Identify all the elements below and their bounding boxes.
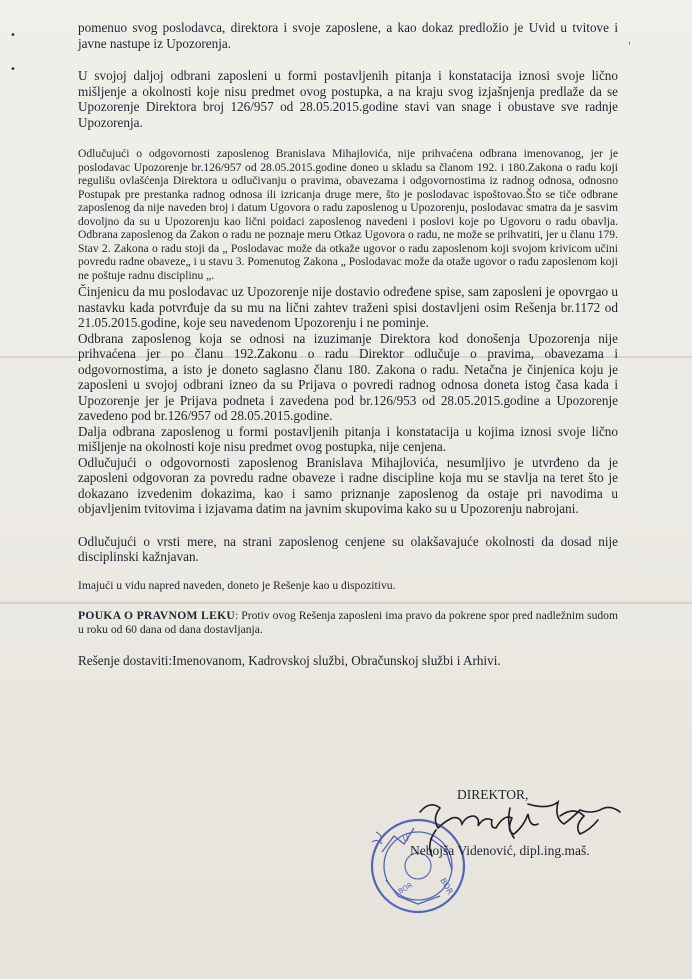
paragraph-further-defense: Dalja odbrana zaposlenog u formi postavljenih pitanja i konstatacija u kojima iznosi svoje lično mišljenje na okolnosti koje nisu predmet ovog postupka, nije cenjena. — [78, 423, 618, 454]
margin-mark: ˌ — [628, 35, 631, 46]
document-body — [78, 20, 618, 669]
legal-remedy-text: : Protiv ovog Rešenja zaposleni ima pravo da pokrene spor pred nadležnim sudom u roku od 60 dana od dana dostavljanja. — [78, 609, 618, 636]
paragraph-decision-responsibility: Odlučujući o odgovornosti zaposlenog Branislava Mihajlovića, nije prihvaćena odbrana imenovanog, jer je poslodavac Upozorenje br.126/957 od 28.05.2015.godine doneo u skladu sa članom 192. i 180.Zakona o radu koji regulišu ovlašćenja Direktora u odlučivanju o pravima, obavezama i odgovornostima iz radnog odnosa, odnosno Postupak pre prestanka radnog odnosa ili izricanja druge mere, što je poslodavac ispoštovao.Što se tiče odbrane zaposlenog da nije naveden broj i datum Ugovora o radu zaposlenog u Upozorenju, poslodavac smatra da je sasvim dovoljno da su u Upozorenju kao lični poidaci zaposlenog navedeni i poslovi koje po Ugovoru o radu obavlja. Odbrana zaposlenog da Zakon o radu ne poznaje meru Otkaz Ugovora o radu, ne može se prihvatiti, jer u članu 179. Stav 2. Zakona o radu stoji da „ Poslodavac može da otkaže ugovor o radu zaposlenom koji svojom krivicom učini povredu radne obaveze„ i u stavu 3. Pomenutog Zakona „ Poslodavac može da otaže ugovor o radu zaposlenom koji ne poštuje radnu disciplinu „. — [78, 147, 618, 282]
paragraph-conclusion: Imajući u vidu napred naveden, doneto je Rešenje kao u dispozitivu. — [78, 578, 396, 592]
paragraph-director-exclusion: Odbrana zaposlenog koja se odnosi na izuzimanje Direktora kod donošenja Upozorenja nije prihvaćena jer po članu 192.Zakonu o radu Direktor odlučuje o pravima, obavezama i odgovornostima, a isto je doneto saglasno članu 180. Zakona o radu. Netačna je činjenica koju je zaposleni u svojoj odbrani izneo da su Prijava o povredi radnog odnosa doneta istog časa kada i Upozorenje jer je Prijava podneta i zavedena pod br.126/953 od 28.05.2015.godine a Upozorenje zavedeno pod br.126/957 od 28.05.2015.godine. — [78, 330, 618, 423]
paragraph-legal-remedy — [78, 609, 618, 636]
svg-text:U: U — [401, 833, 411, 844]
margin-mark: • — [10, 30, 16, 41]
paragraph-tweets-evidence: pomenuo svog poslodavca, direktora i svoje zaposlene, a kao dokaz predložio je Uvid u tvitove i javne nastupe iz Upozorenja. — [78, 20, 618, 51]
paragraph-delivery: Rešenje dostaviti:Imenovanom, Kadrovskoj službi, Obračunskoj službi i Arhivi. — [78, 653, 501, 668]
director-title: DIREKTOR, — [457, 787, 529, 802]
svg-text:BOR: BOR — [397, 881, 415, 896]
legal-remedy-label: POUKA O PRAVNOM LEKU — [78, 609, 236, 622]
paragraph-documents: Činjenicu da mu poslodavac uz Upozorenje nije dostavio određene spise, sam zaposleni je opovrgao u nastavku kada potvrđuje da su mu na lični zahtev traženi spisi dostavljeni osim Rešenja br.1172 od 21.05.2015.godine, koje seu navedenom Upozorenju i ne pominje. — [78, 284, 618, 330]
director-name: Nebojša Videnović, dipl.ing.maš. — [410, 843, 590, 858]
svg-text:BOR: BOR — [438, 876, 455, 896]
paragraph-mitigating: Odlučujući o vrsti mere, na strani zaposlenog cenjene su olakšavajuće okolnosti da dosad nije disciplinski kažnjavan. — [78, 533, 618, 564]
paragraph-guilt-established: Odlučujući o odgovornosti zaposlenog Branislava Mihajlovića, nesumljivo je utvrđeno da je zaposleni odgovoran za povredu radne obaveze i radne discipline koja mu se stavlja na teret što je dokazano izvedenim dokazima, kao i samo priznanje zaposlenog da ostaje pri navodima u objavljenim tvitovima i izjavama datim na javnim skupovima kako su u Upozorenju nabrojani. — [78, 454, 618, 516]
official-stamp — [372, 820, 464, 912]
paragraph-defense-opinion: U svojoj daljoj odbrani zaposleni u formi postavljenih pitanja i konstatacija iznosi svoje lično mišljenje a okolnosti koje nisu predmet ovog postupka, a na kraju svog izjašnjenja predlaže da se Upozorenje Direktora broj 126/957 od 28.05.2015.godine stavi van snage i obustave sve radnje Upozorenja. — [78, 68, 618, 130]
margin-mark: • — [10, 64, 16, 75]
